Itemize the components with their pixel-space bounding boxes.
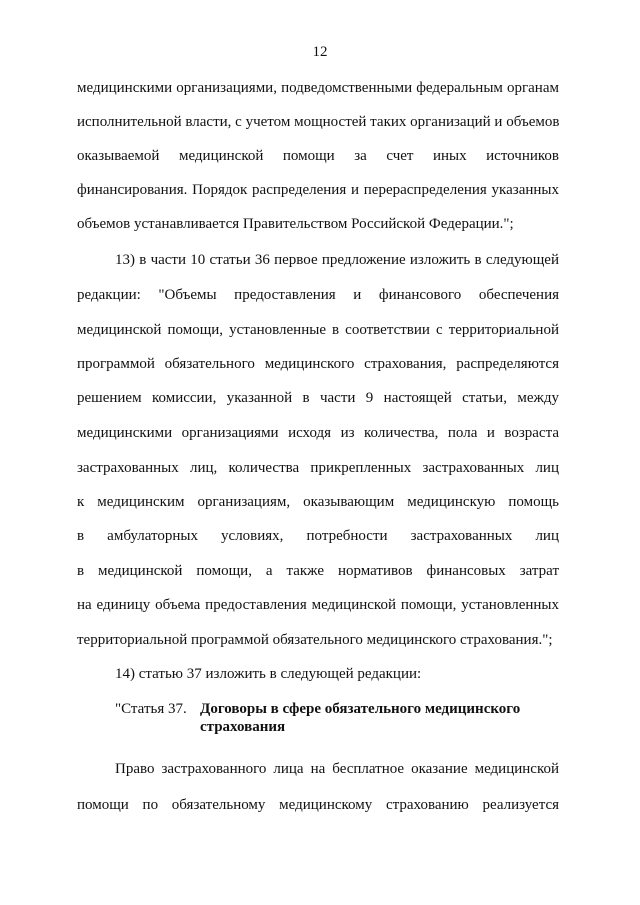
text-line: на единицу объема предоставления медицинской помощи, установленных (77, 597, 559, 613)
text-line: оказываемой медицинской помощи за счет иных источников (77, 148, 559, 164)
text-line: программой обязательного медицинского страхования, распределяются (77, 356, 559, 372)
page-number: 12 (312, 44, 328, 60)
text-line: Право застрахованного лица на бесплатное оказание медицинской (115, 761, 559, 777)
text-line: в медицинской помощи, а также нормативов финансовых затрат (77, 563, 559, 579)
text-line: исполнительной власти, с учетом мощностей таких организаций и объемов (77, 114, 560, 130)
text-line: финансирования. Порядок распределения и перераспределения указанных (77, 182, 559, 198)
text-line: 14) статью 37 изложить в следующей редакции: (115, 666, 422, 682)
text-line: застрахованных лиц, количества прикрепленных застрахованных лиц (77, 460, 559, 476)
text-line: медицинскими организациями исходя из количества, пола и возраста (77, 425, 559, 441)
text-line: территориальной программой обязательного медицинского страхования."; (77, 632, 553, 648)
text-line: медицинской помощи, установленные в соответствии с территориальной (77, 322, 559, 338)
text-line: 13) в части 10 статьи 36 первое предложение изложить в следующей (115, 252, 559, 268)
text-line: к медицинским организациям, оказывающим медицинскую помощь (77, 494, 559, 510)
text-line: решением комиссии, указанной в части 9 настоящей статьи, между (77, 390, 559, 406)
article-title: Договоры в сфере обязательного медицинского страхования (200, 701, 521, 735)
text-line: медицинскими организациями, подведомственными федеральным органам (77, 80, 559, 96)
article-label: "Статья 37. (115, 701, 187, 717)
text-line: редакции: "Объемы предоставления и финансового обеспечения (77, 287, 559, 303)
text-line: в амбулаторных условиях, потребности застрахованных лиц (77, 528, 559, 544)
text-line: помощи по обязательному медицинскому страхованию реализуется (77, 797, 559, 813)
text-line: объемов устанавливается Правительством Российской Федерации."; (77, 216, 514, 232)
